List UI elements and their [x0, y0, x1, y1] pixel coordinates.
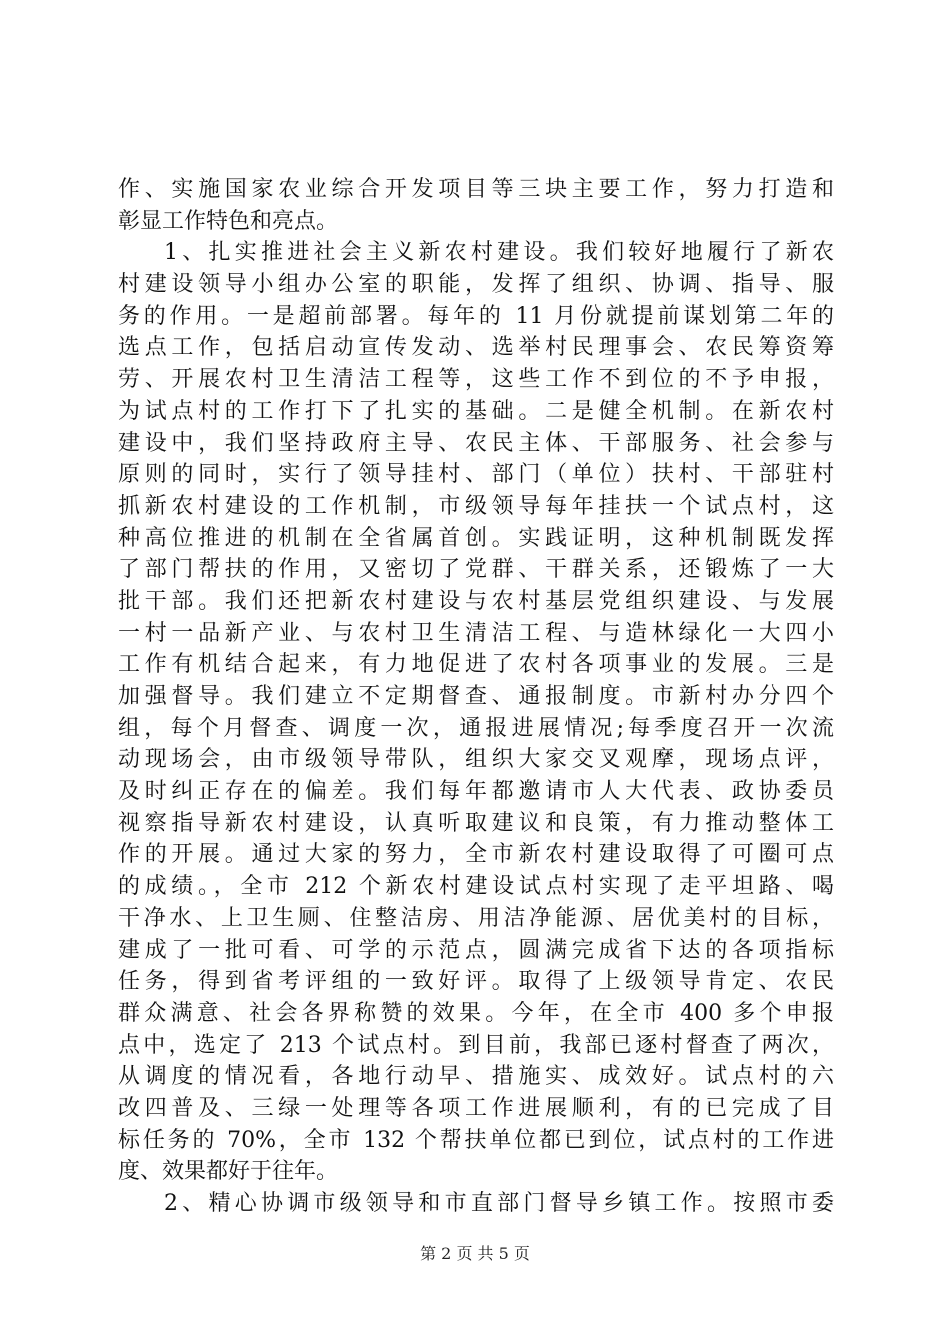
text-line: 作的开展。通过大家的努力，全市新农村建设取得了可圈可点: [118, 842, 834, 868]
text-line: 标任务的 70%，全市 132 个帮扶单位都已到位，试点村的工作进: [118, 1127, 834, 1153]
text-line: 从调度的情况看，各地行动早、措施实、成效好。试点村的六: [118, 1064, 834, 1090]
paragraph-heading-1: 1、扎实推进社会主义新农村建设。我们较好地履行了新农: [164, 240, 834, 266]
text-line: 改四普及、三绿一处理等各项工作进展顺利，有的已完成了目: [118, 1095, 834, 1121]
text-line: 彰显工作特色和亮点。: [118, 208, 339, 234]
text-line: 点中，选定了 213 个试点村。到目前，我部已逐村督查了两次，: [118, 1032, 834, 1058]
text-line: 动现场会，由市级领导带队，组织大家交叉观摩，现场点评，: [118, 747, 834, 773]
text-line: 村建设领导小组办公室的职能，发挥了组织、协调、指导、服: [118, 272, 834, 298]
text-line: 作、实施国家农业综合开发项目等三块主要工作，努力打造和: [118, 177, 834, 202]
text-line: 为试点村的工作打下了扎实的基础。二是健全机制。在新农村: [118, 398, 834, 424]
text-line: 劳、开展农村卫生清洁工程等，这些工作不到位的不予申报，: [118, 367, 834, 393]
text-line: 视察指导新农村建设，认真听取建议和良策，有力推动整体工: [118, 810, 834, 836]
body-text: [118, 174, 834, 1220]
text-line: 加强督导。我们建立不定期督查、通报制度。市新村办分四个: [118, 684, 834, 709]
text-line: 选点工作，包括启动宣传发动、选举村民理事会、农民筹资筹: [118, 335, 834, 361]
paragraph-heading-2: 2、精心协调市级领导和市直部门督导乡镇工作。按照市委: [164, 1191, 834, 1216]
text-line: 任务，得到省考评组的一致好评。取得了上级领导肯定、农民: [118, 969, 834, 995]
text-line: 的成绩。，全市 212 个新农村建设试点村实现了走平坦路、喝: [118, 874, 834, 900]
text-line: 抓新农村建设的工作机制，市级领导每年挂扶一个试点村，这: [118, 493, 834, 519]
text-line: 批干部。我们还把新农村建设与农村基层党组织建设、与发展: [118, 588, 834, 614]
page-footer: 第 2 页 共 5 页: [420, 1244, 530, 1263]
text-line: 一村一品新产业、与农村卫生清洁工程、与造林绿化一大四小: [118, 620, 834, 646]
text-line: 群众满意、社会各界称赞的效果。今年，在全市 400 多个申报: [118, 1000, 834, 1026]
text-line: 建成了一批可看、可学的示范点，圆满完成省下达的各项指标: [118, 937, 834, 963]
text-line: 度、效果都好于往年。: [118, 1159, 339, 1185]
text-line: 了部门帮扶的作用，又密切了党群、干群关系，还锻炼了一大: [118, 557, 834, 583]
text-line: 种高位推进的机制在全省属首创。实践证明，这种机制既发挥: [118, 525, 834, 551]
text-line: 组，每个月督查、调度一次，通报进展情况;每季度召开一次流: [118, 715, 834, 741]
text-line: 及时纠正存在的偏差。我们每年都邀请市人大代表、政协委员: [118, 779, 834, 805]
text-line: 建设中，我们坚持政府主导、农民主体、干部服务、社会参与: [118, 430, 834, 456]
text-line: 干净水、上卫生厕、住整洁房、用洁净能源、居优美村的目标，: [118, 905, 834, 931]
text-line: 原则的同时，实行了领导挂村、部门（单位）扶村、干部驻村: [118, 462, 834, 488]
text-line: 工作有机结合起来，有力地促进了农村各项事业的发展。三是: [118, 652, 834, 678]
text-line: 务的作用。一是超前部署。每年的 11 月份就提前谋划第二年的: [118, 303, 834, 329]
